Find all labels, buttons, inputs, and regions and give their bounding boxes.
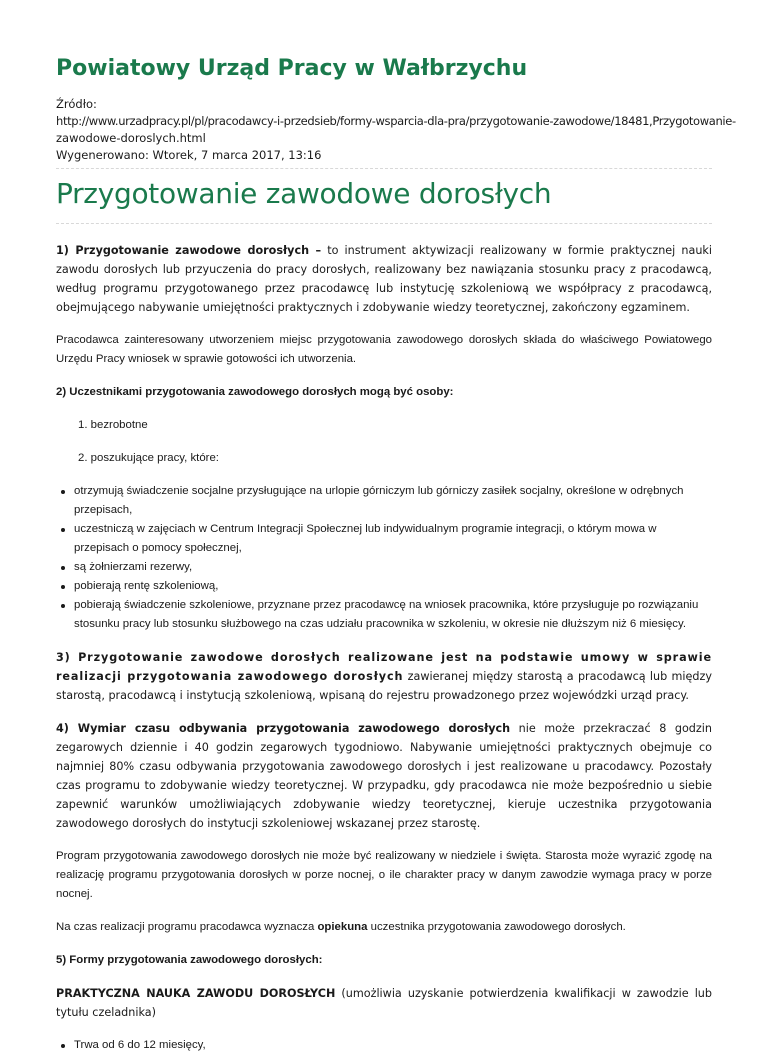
list-item-unemployed: 1. bezrobotne	[78, 419, 148, 431]
guardian-text-pre: Na czas realizacji programu pracodawca wyznacza	[56, 921, 318, 933]
section-2-heading-paragraph	[56, 383, 712, 402]
section-4	[56, 719, 712, 833]
generated-date: Wygenerowano: Wtorek, 7 marca 2017, 13:16	[56, 148, 322, 162]
list-item: Trwa od 6 do 12 miesięcy,	[74, 1036, 712, 1055]
source-url-line1: http://www.urzadpracy.pl/pl/pracodawcy-i-przedsieb/formy-wsparcia-dla-pra/przygotowanie-zawodowe/18481,Przygotowanie-	[56, 114, 736, 128]
list-item: uczestniczą w zajęciach w Centrum Integracji Społecznej lub indywidualnym programie integracji, o którym mowa w przepisach o pomocy społecznej,	[74, 520, 712, 558]
pnzd-paragraph	[56, 984, 712, 1022]
program-paragraph: Program przygotowania zawodowego dorosłych nie może być realizowany w niedziele i święta. Starosta może wyrazić zgodę na realizację programu przygotowania dorosłych w porze nocnej, o ile charakter pracy w danym zawodzie wymaga pracy w porze nocnej.	[56, 850, 712, 900]
guardian-text-bold: opiekuna	[317, 921, 368, 933]
section-3	[56, 648, 712, 705]
divider-title	[56, 223, 712, 224]
section-5-heading-paragraph	[56, 951, 712, 970]
section-1	[56, 241, 712, 317]
section-3-text: zawieranej między starostą a pracodawcą lub między starostą, pracodawcą i instytucją szkoleniową, wpisaną do rejestru prowadzonego przez wojewódzki urząd pracy.	[56, 670, 712, 702]
divider-top	[56, 168, 712, 169]
pnzd-text: (umożliwia uzyskanie potwierdzenia kwalifikacji w zawodzie lub tytułu czeladnika)	[56, 987, 712, 1019]
list-item: otrzymują świadczenie socjalne przysługujące na urlopie górniczym lub górniczy zasiłek socjalny, określone w odrębnych przepisach,	[74, 482, 712, 520]
section-3-heading: 3) Przygotowanie zawodowe dorosłych realizowane jest na podstawie umowy w sprawie realizacji przygotowania zawodowego dorosłych	[56, 651, 712, 683]
site-title: Powiatowy Urząd Pracy w Wałbrzychu	[56, 56, 528, 81]
pnzd-heading: PRAKTYCZNA NAUKA ZAWODU DOROSŁYCH	[56, 987, 336, 1000]
page-title: Przygotowanie zawodowe dorosłych	[56, 177, 552, 210]
section-4-text: nie może przekraczać 8 godzin zegarowych dziennie i 40 godzin zegarowych tygodniowo. Nabywanie umiejętności praktycznych obejmuje co najmniej 80% czasu odbywania przygotowania zawodowego dorosłych i jest realizowane u pracodawcy. Pozostały czas programu to zdobywanie wiedzy teoretycznej. W przypadku, gdy pracodawca nie może bezpośrednio u siebie zapewnić warunków umożliwiających zdobywanie wiedzy teoretycznej, kieruje uczestnika przygotowania zawodowego dorosłych do instytucji szkoleniowej wskazanej przez starostę.	[56, 722, 712, 830]
list-item-job-seekers: 2. poszukujące pracy, które:	[78, 452, 219, 464]
pnzd-list	[56, 1036, 712, 1055]
employer-paragraph: Pracodawca zainteresowany utworzeniem miejsc przygotowania zawodowego dorosłych składa do właściwego Powiatowego Urzędu Pracy wniosek w sprawie gotowości ich utworzenia.	[56, 334, 712, 365]
section-1-heading: 1) Przygotowanie zawodowe dorosłych –	[56, 244, 322, 257]
section-2-heading: 2) Uczestnikami przygotowania zawodowego dorosłych mogą być osoby:	[56, 386, 454, 398]
list-item: są żołnierzami rezerwy,	[74, 558, 712, 577]
source-label: Źródło:	[56, 97, 97, 111]
guardian-text-post: uczestnika przygotowania zawodowego dorosłych.	[367, 921, 626, 933]
list-item: pobierają rentę szkoleniową,	[74, 577, 712, 596]
source-url-line2: zawodowe-doroslych.html	[56, 131, 206, 145]
section-1-text: to instrument aktywizacji realizowany w formie praktycznej nauki zawodu dorosłych lub przyuczenia do pracy dorosłych, realizowany bez nawiązania stosunku pracy z pracodawcą, według programu przygotowanego przez pracodawcę lub instytucję szkoleniową we współpracy z pracodawcą, obejmującego nabywanie umiejętności praktycznych i zdobywanie wiedzy teoretycznej, zakończony egzaminem.	[56, 244, 713, 314]
document-meta	[56, 96, 736, 164]
article-content	[56, 241, 712, 1055]
section-5-heading: 5) Formy przygotowania zawodowego dorosłych:	[56, 954, 323, 966]
guardian-paragraph	[56, 918, 712, 937]
job-seeker-criteria-list	[56, 482, 712, 634]
list-item: pobierają świadczenie szkoleniowe, przyznane przez pracodawcę na wniosek pracownika, które przysługuje po rozwiązaniu stosunku pracy lub stosunku służbowego na czas udziału pracownika w szkoleniu, w okresie nie dłuższym niż 6 miesięcy.	[74, 596, 712, 634]
section-4-heading: 4) Wymiar czasu odbywania przygotowania zawodowego dorosłych	[56, 722, 511, 735]
